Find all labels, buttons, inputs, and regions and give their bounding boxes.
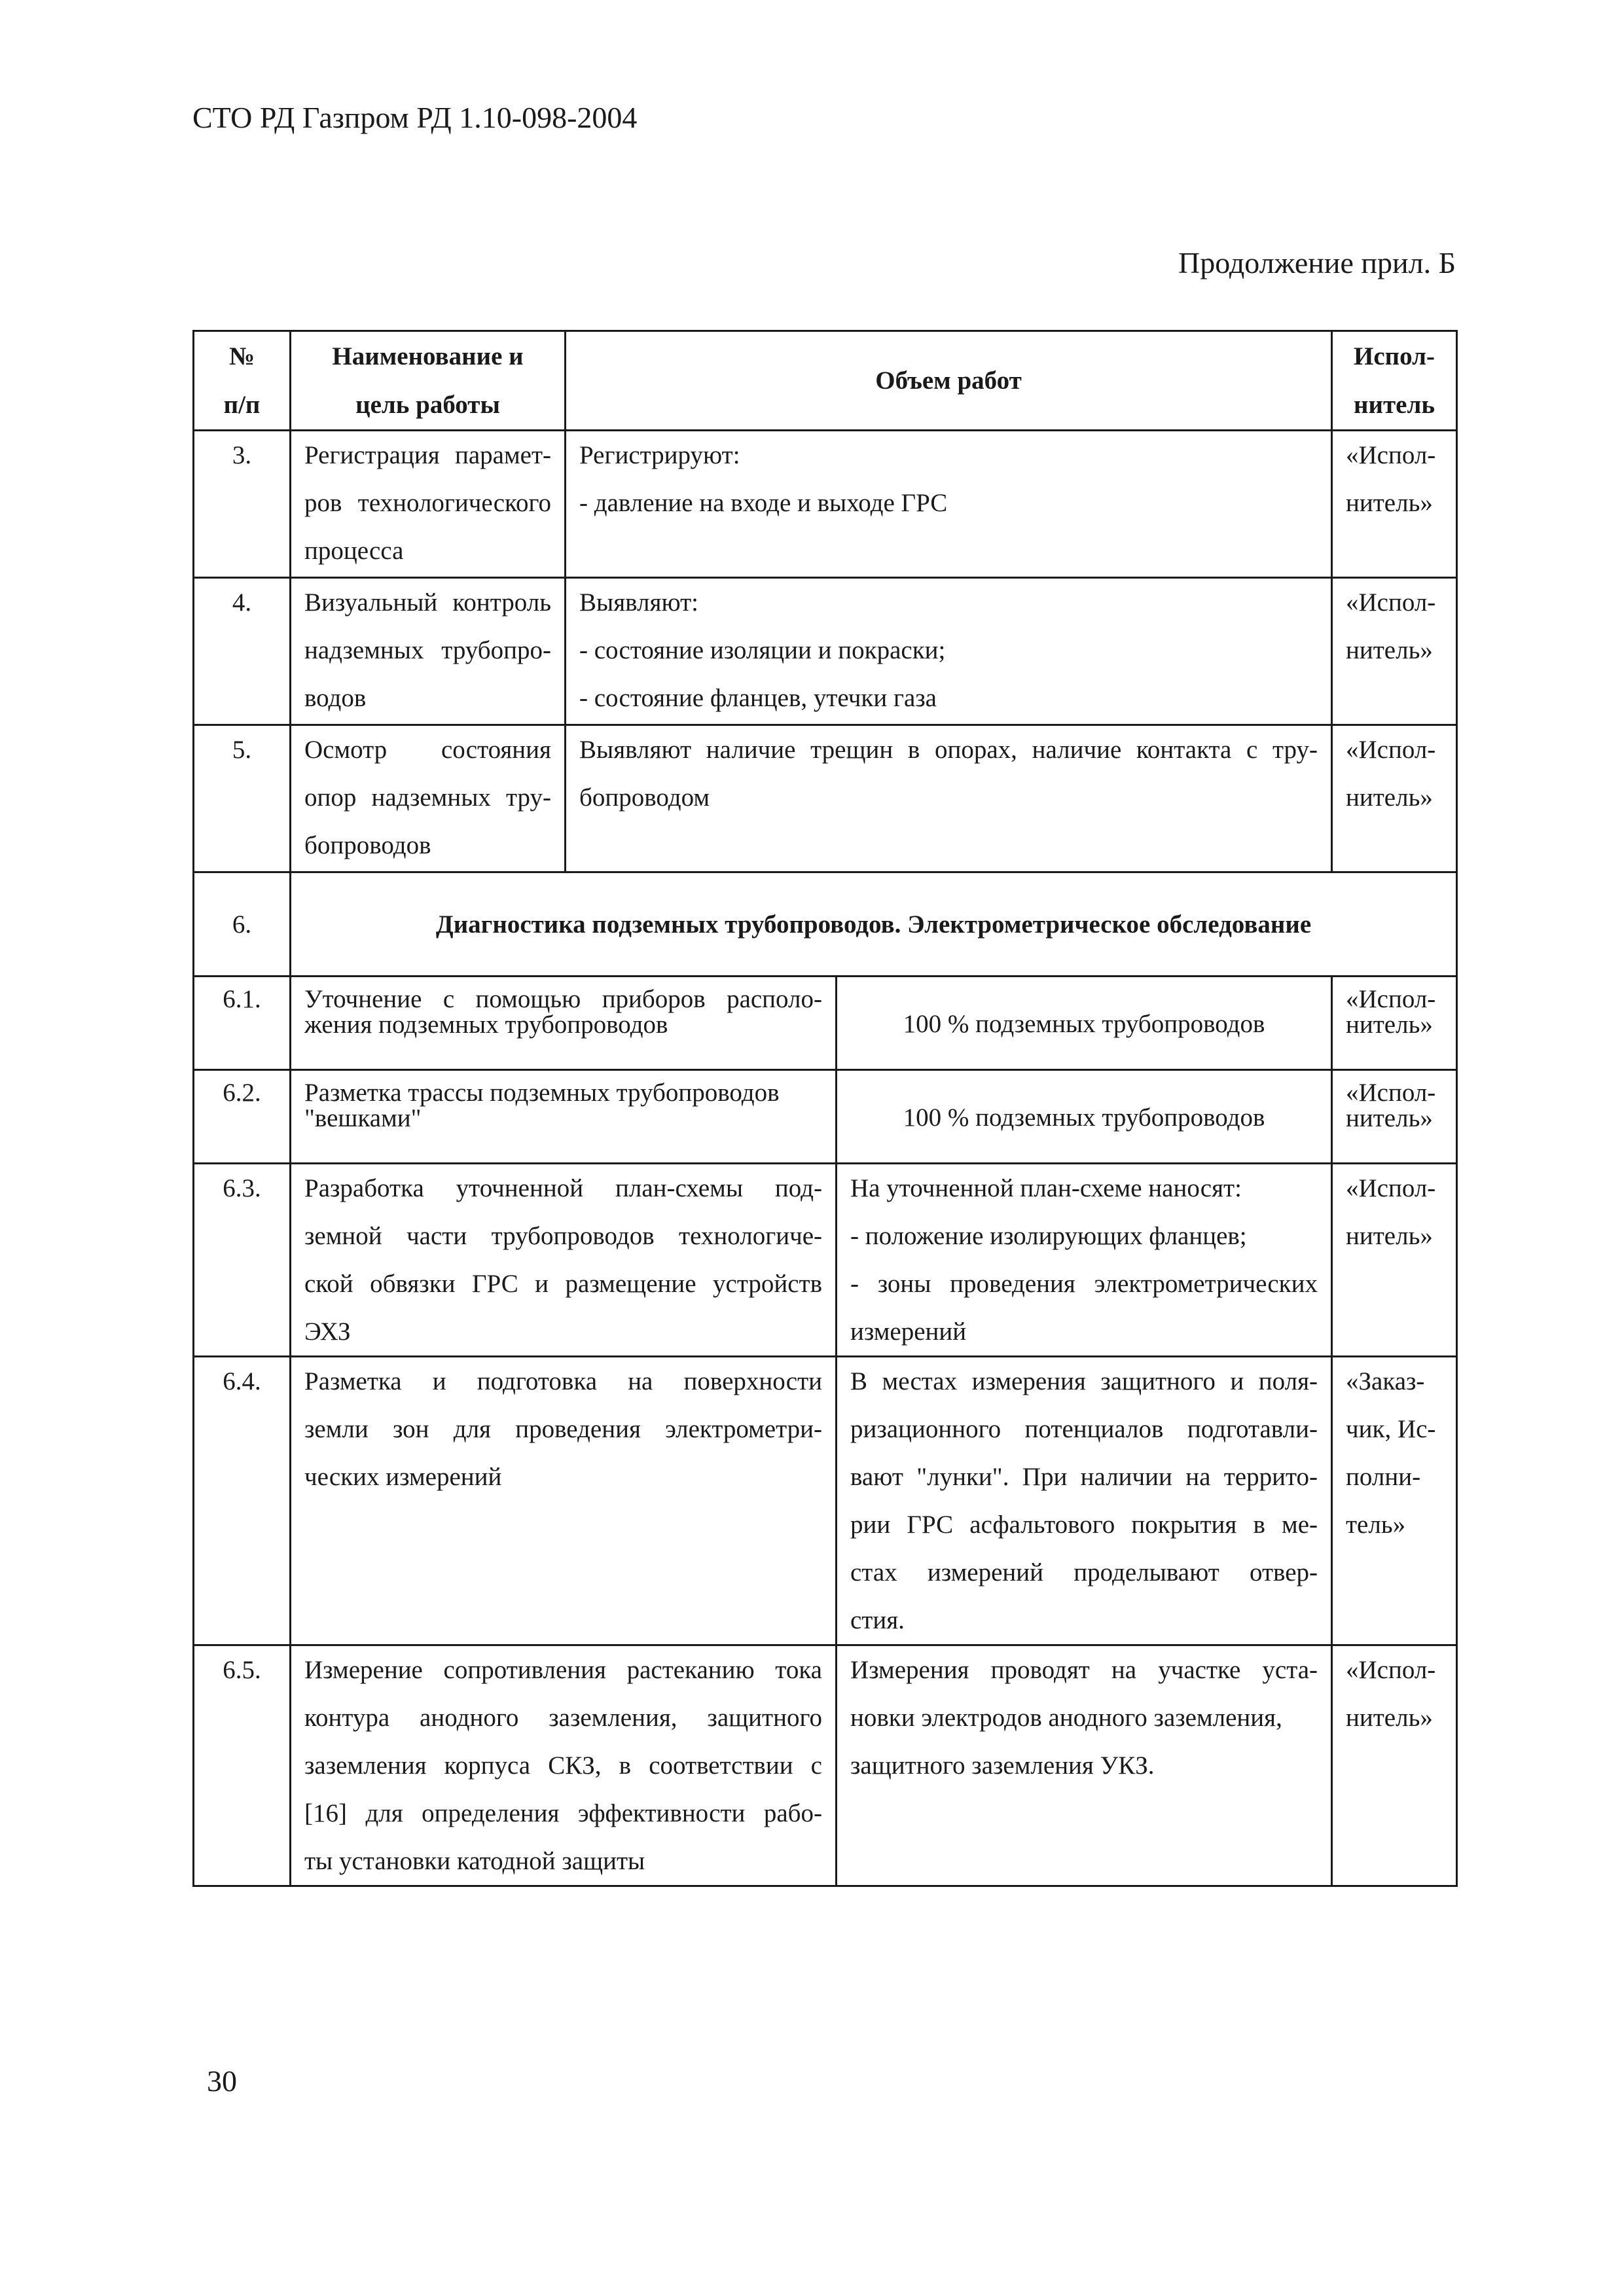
row-scope-line: Регистрируют: [579, 441, 740, 469]
row-scope-line: - состояние изоляции и покраски; [579, 636, 946, 664]
row-name [291, 1645, 837, 1886]
row-scope-line: - зоны проведения электрометрических [850, 1270, 1318, 1298]
header-executor-line: Испол- [1354, 342, 1435, 370]
row-scope [837, 1357, 1332, 1645]
row-name-line: Разметка и подготовка на поверхности [304, 1367, 822, 1395]
row-executor-line: «Испол- [1346, 1079, 1436, 1107]
row-name-line: Регистрация парамет- [304, 441, 551, 469]
header-num-line: п/п [223, 390, 261, 419]
row-executor [1332, 725, 1457, 872]
row-executor [1332, 1357, 1457, 1645]
row-scope: 100 % подземных трубопроводов [837, 1070, 1332, 1164]
row-executor-line: нитель» [1346, 489, 1433, 517]
row-scope: 100 % подземных трубопроводов [837, 977, 1332, 1070]
row-executor-line: нитель» [1346, 636, 1433, 664]
row-name [291, 1357, 837, 1645]
row-executor-line: тель» [1346, 1511, 1406, 1539]
row-scope-line: На уточненной план-схеме наносят: [850, 1174, 1242, 1202]
row-name-line: Измерение сопротивления растеканию тока [304, 1656, 822, 1684]
row-name-line: жения подземных трубопроводов [304, 1011, 668, 1039]
row-scope-line: стия. [850, 1606, 905, 1634]
section-row [194, 872, 1457, 977]
continuation-label: Продолжение прил. Б [1178, 246, 1456, 279]
row-executor-line: «Испол- [1346, 985, 1436, 1013]
row-executor-line: нитель» [1346, 783, 1433, 812]
header-num [194, 331, 291, 431]
document-code: СТО РД Газпром РД 1.10-098-2004 [192, 101, 638, 134]
row-number: 6.5. [194, 1645, 291, 1886]
row-name-line: водов [304, 684, 367, 712]
row-name-line: земли зон для проведения электрометри- [304, 1415, 822, 1443]
row-scope [566, 431, 1332, 578]
row-number: 6.1. [194, 977, 291, 1070]
row-executor [1332, 1164, 1457, 1357]
row-scope-line: - давление на входе и выходе ГРС [579, 489, 948, 517]
row-scope [566, 725, 1332, 872]
row-name-line: ческих измерений [304, 1463, 502, 1491]
row-name [291, 431, 566, 578]
table-row [194, 578, 1457, 725]
row-name-line: заземления корпуса СКЗ, в соответствии с [304, 1751, 822, 1780]
row-scope-line: ризационного потенциалов подготавли- [850, 1415, 1318, 1443]
row-executor [1332, 578, 1457, 725]
row-scope [837, 1645, 1332, 1886]
row-executor [1332, 1070, 1457, 1164]
row-name-line: Разметка трассы подземных трубопроводов [304, 1079, 780, 1107]
row-name-line: ЭХЗ [304, 1318, 351, 1346]
row-number: 5. [194, 725, 291, 872]
row-executor-line: нитель» [1346, 1704, 1433, 1732]
row-scope-line: - положение изолирующих фланцев; [850, 1222, 1247, 1250]
row-name-line: Визуальный контроль [304, 588, 551, 617]
row-executor-line: чик, Ис- [1346, 1415, 1436, 1443]
row-scope [566, 578, 1332, 725]
row-executor-line: «Заказ- [1346, 1367, 1425, 1395]
section-title: Диагностика подземных трубопроводов. Электрометрическое обследование [291, 872, 1457, 977]
row-name-line: Уточнение с помощью приборов располо- [304, 985, 822, 1013]
row-scope-line: Выявляют: [579, 588, 698, 617]
row-executor-line: нитель» [1346, 1222, 1433, 1250]
row-scope-line: рии ГРС асфальтового покрытия в ме- [850, 1511, 1318, 1539]
header-name-line: Наименование и [332, 342, 524, 370]
row-executor-line: нитель» [1346, 1011, 1433, 1039]
row-name [291, 1164, 837, 1357]
header-executor-line: нитель [1354, 390, 1435, 419]
row-name-line: контура анодного заземления, защитного [304, 1704, 822, 1732]
row-scope-line: стах измерений проделывают отвер- [850, 1558, 1318, 1587]
row-scope-line: защитного заземления УКЗ. [850, 1751, 1155, 1780]
header-num-line: № [228, 342, 255, 370]
section-number: 6. [194, 872, 291, 977]
page-number: 30 [207, 2064, 237, 2098]
row-executor-line: «Испол- [1346, 736, 1436, 764]
row-executor [1332, 1645, 1457, 1886]
row-name [291, 1070, 837, 1164]
table-header-row [194, 331, 1457, 431]
table-row [194, 1357, 1457, 1645]
header-scope: Объем работ [566, 331, 1332, 431]
row-executor [1332, 977, 1457, 1070]
row-scope-line: измерений [850, 1318, 967, 1346]
row-name [291, 725, 566, 872]
row-scope-line: новки электродов анодного заземления, [850, 1704, 1282, 1732]
row-number: 4. [194, 578, 291, 725]
row-number: 6.4. [194, 1357, 291, 1645]
row-name-line: ров технологического [304, 489, 551, 517]
table-row [194, 431, 1457, 578]
table-row [194, 977, 1457, 1070]
row-name-line: процесса [304, 537, 404, 565]
work-table-grid [192, 330, 1458, 1887]
row-executor-line: «Испол- [1346, 1174, 1436, 1202]
row-scope-line: - состояние фланцев, утечки газа [579, 684, 937, 712]
row-name-line: земной части трубопроводов технологиче- [304, 1222, 822, 1250]
row-name-line: ты установки катодной защиты [304, 1847, 645, 1875]
row-number: 6.2. [194, 1070, 291, 1164]
row-number: 6.3. [194, 1164, 291, 1357]
row-name-line: опор надземных тру- [304, 783, 551, 812]
header-executor [1332, 331, 1457, 431]
header-name [291, 331, 566, 431]
row-scope [837, 1164, 1332, 1357]
row-name-line: [16] для определения эффективности рабо- [304, 1799, 822, 1827]
row-executor-line: «Испол- [1346, 1656, 1436, 1684]
row-executor-line: «Испол- [1346, 441, 1436, 469]
row-executor [1332, 431, 1457, 578]
table-row [194, 1070, 1457, 1164]
row-name-line: "вешками" [304, 1104, 422, 1132]
header-name-line: цель работы [355, 390, 500, 419]
row-executor-line: нитель» [1346, 1104, 1433, 1132]
row-name-line: ской обвязки ГРС и размещение устройств [304, 1270, 822, 1298]
row-number: 3. [194, 431, 291, 578]
table-row [194, 1164, 1457, 1357]
row-scope-line: вают "лунки". При наличии на террито- [850, 1463, 1318, 1491]
row-name-line: Разработка уточненной план-схемы под- [304, 1174, 822, 1202]
row-executor-line: «Испол- [1346, 588, 1436, 617]
row-scope-line: бопроводом [579, 783, 710, 812]
row-name-line: бопроводов [304, 831, 431, 859]
row-name [291, 578, 566, 725]
row-scope-line: Выявляют наличие трещин в опорах, наличие контакта с тру- [579, 736, 1318, 764]
row-scope-line: В местах измерения защитного и поля- [850, 1367, 1318, 1395]
row-name-line: Осмотр состояния [304, 736, 551, 764]
table-row [194, 1645, 1457, 1886]
row-name [291, 977, 837, 1070]
row-name-line: надземных трубопро- [304, 636, 551, 664]
row-executor-line: полни- [1346, 1463, 1421, 1491]
table-row [194, 725, 1457, 872]
row-scope-line: Измерения проводят на участке уста- [850, 1656, 1318, 1684]
